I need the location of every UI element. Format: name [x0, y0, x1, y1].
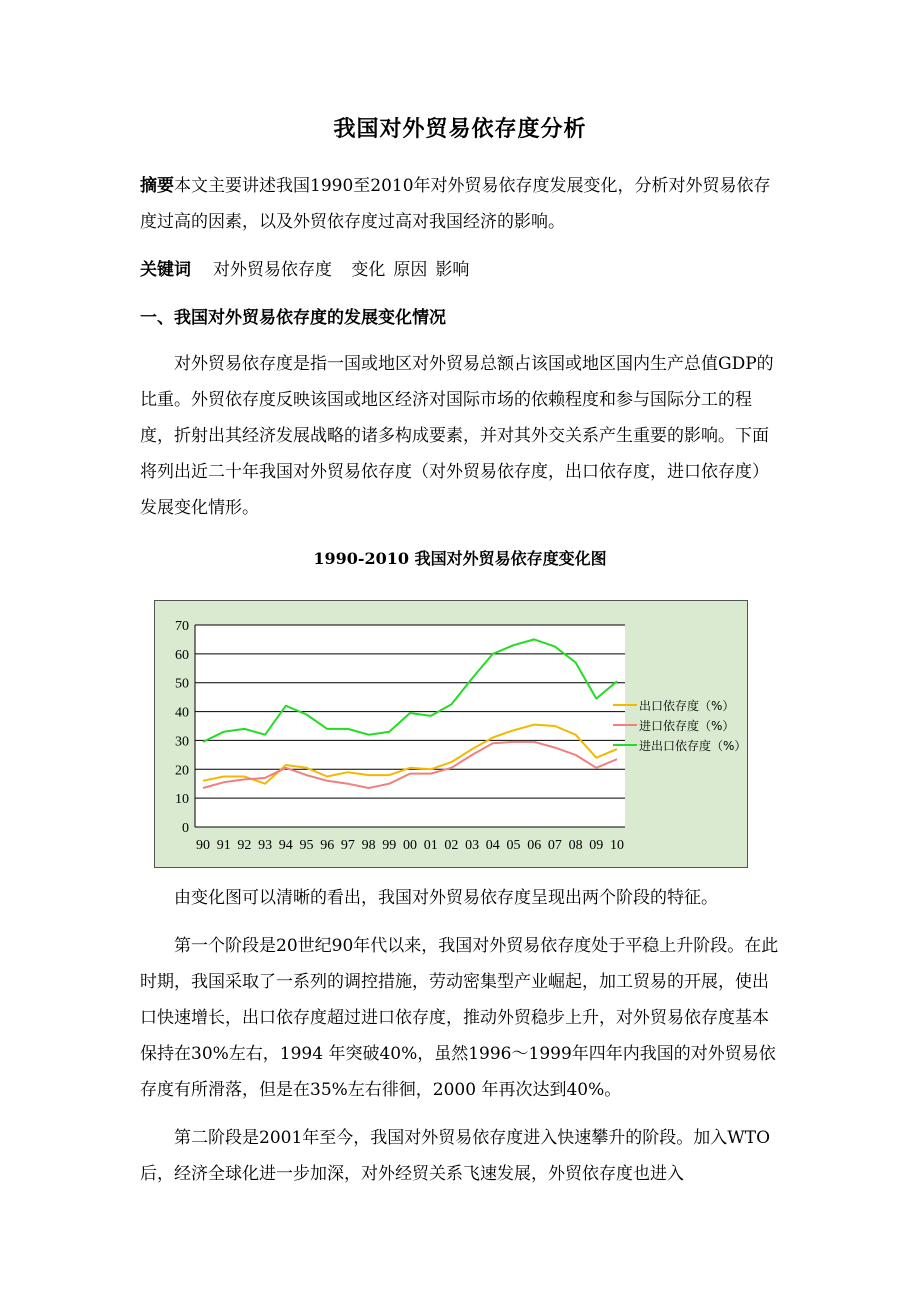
x-tick-label: 09	[589, 838, 604, 853]
keywords-label: 关键词	[140, 260, 191, 280]
keyword-item: 原因	[393, 260, 428, 280]
section-heading: 一、我国对外贸易依存度的发展变化情况	[140, 308, 446, 328]
x-tick-label: 94	[278, 838, 293, 853]
x-tick-label: 06	[527, 838, 542, 853]
paragraph-stage-one: 第一个阶段是20世纪90年代以来，我国对外贸易依存度处于平稳上升阶段。在此时期，我国采取了一系列的调控措施，劳动密集型产业崛起，加工贸易的开展，使出口快速增长，出口依存度超过进口依存度，推动外贸稳步上升，对外贸易依存度基本保持在30%左右，1994 年突破40%，虽然1996～1999年四年内我国的对外贸易依存度有所滑落，但是在35%左右徘徊，2000 年再次达到40%。	[140, 936, 779, 1100]
x-tick-label: 99	[382, 838, 397, 853]
x-tick-label: 03	[465, 838, 480, 853]
x-tick-label: 01	[423, 838, 438, 853]
paragraph-stage-two: 第二阶段是2001年至今，我国对外贸易依存度进入快速攀升的阶段。加入WTO后，经济全球化进一步加深，对外经贸关系飞速发展，外贸依存度也进入	[140, 1128, 771, 1184]
legend-label: 进出口依存度（%）	[639, 739, 747, 753]
y-tick-label: 60	[175, 647, 189, 663]
document-title: 我国对外贸易依存度分析	[333, 116, 587, 142]
x-tick-label: 96	[320, 838, 335, 853]
x-tick-label: 90	[196, 838, 210, 853]
y-tick-label: 70	[175, 619, 189, 634]
chart-title: 1990-2010 我国对外贸易依存度变化图	[313, 549, 607, 568]
paragraph-intro: 对外贸易依存度是指一国或地区对外贸易总额占该国或地区国内生产总值GDP的比重。外贸依存度反映该国或地区经济对国际市场的依赖程度和参与国际分工的程度，折射出其经济发展战略的诸多构成要素，并对其外交关系产生重要的影响。下面将列出近二十年我国对外贸易依存度（对外贸易依存度，出口依存度，进口依存度）发展变化情形。	[140, 354, 774, 518]
keyword-item: 影响	[435, 260, 470, 280]
paragraph-observation: 由变化图可以清晰的看出，我国对外贸易依存度呈现出两个阶段的特征。	[174, 888, 718, 908]
keyword-item: 对外贸易依存度	[213, 260, 332, 280]
y-tick-label: 30	[175, 734, 189, 750]
keyword-item: 变化	[351, 260, 386, 280]
x-tick-label: 08	[568, 838, 583, 853]
abstract-text: 本文主要讲述我国1990至2010年对外贸易依存度发展变化，分析对外贸易依存度过高的因素，以及外贸依存度过高对我国经济的影响。	[140, 176, 771, 232]
x-tick-label: 04	[485, 838, 500, 853]
y-tick-label: 0	[182, 821, 189, 836]
legend-label: 出口依存度（%）	[639, 699, 735, 713]
x-tick-label: 98	[361, 838, 376, 853]
x-tick-label: 00	[403, 838, 417, 853]
chart-svg	[155, 601, 749, 869]
abstract	[140, 168, 780, 240]
x-tick-label: 95	[299, 838, 314, 853]
x-tick-label: 07	[547, 838, 562, 853]
x-tick-label: 05	[506, 838, 521, 853]
x-tick-label: 02	[444, 838, 459, 853]
abstract-label: 摘要	[140, 176, 174, 196]
x-tick-label: 92	[237, 838, 252, 853]
y-tick-label: 20	[175, 763, 189, 779]
y-tick-label: 50	[175, 676, 189, 692]
legend-label: 进口依存度（%）	[639, 719, 735, 733]
x-tick-label: 91	[216, 838, 231, 853]
plot-area	[195, 625, 625, 827]
y-tick-label: 40	[175, 705, 189, 721]
x-tick-label: 93	[258, 838, 273, 853]
y-tick-label: 10	[175, 792, 189, 808]
line-chart	[154, 600, 748, 868]
x-tick-label: 97	[340, 838, 355, 853]
keywords	[140, 252, 780, 288]
x-tick-label: 10	[610, 838, 624, 853]
